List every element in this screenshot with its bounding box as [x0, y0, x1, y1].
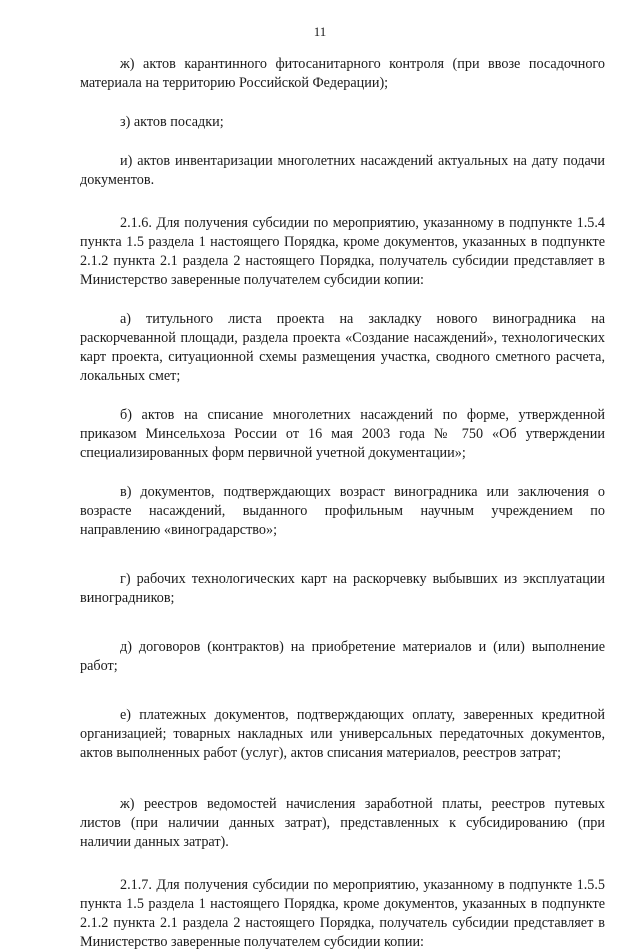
paragraph-zh-payroll: ж) реестров ведомостей начисления заработной платы, реестров путевых листов (при наличии данных затрат), представленных к субсидированию (при наличии данных затрат).: [80, 796, 605, 850]
paragraph-b-write-off-acts: б) актов на списание многолетних насаждений по форме, утвержденной приказом Минсельхоза России от 16 мая 2003 года № 750 «Об утверждении специализированных форм первичной учетной документации»;: [80, 407, 605, 461]
paragraph-v-vineyard-age: в) документов, подтверждающих возраст виноградника или заключения о возрасте насаждений, выданного профильным научным учреждением по направлению «виноградарство»;: [80, 484, 605, 538]
paragraph-e-payment-docs: е) платежных документов, подтверждающих оплату, заверенных кредитной организацией; товарных накладных или универсальных передаточных документов, актов выполненных работ (услуг), актов списания материалов, реестров затрат;: [80, 707, 605, 761]
page-number: 11: [313, 24, 327, 39]
paragraph-a-project-title: а) титульного листа проекта на закладку нового виноградника на раскорчеванной площади, раздела проекта «Создание насаждений», технологических карт проекта, ситуационной схемы размещения участка, сводного сметного расчета, локальных смет;: [80, 311, 605, 384]
paragraph-2-1-7: 2.1.7. Для получения субсидии по мероприятию, указанному в подпункте 1.5.5 пункта 1.5 раздела 1 настоящего Порядка, кроме документов, указанных в подпункте 2.1.2 пункта 2.1 раздела 2 настоящего Порядка, получатель субсидии представляет в Министерство заверенные получателем субсидии копии:: [80, 877, 605, 950]
paragraph-2-1-6: 2.1.6. Для получения субсидии по мероприятию, указанному в подпункте 1.5.4 пункта 1.5 раздела 1 настоящего Порядка, кроме документов, указанных в подпункте 2.1.2 пункта 2.1 раздела 2 настоящего Порядка, получатель субсидии представляет в Министерство заверенные получателем субсидии копии:: [80, 215, 605, 288]
paragraph-g-tech-cards: г) рабочих технологических карт на раскорчевку выбывших из эксплуатации виноградников;: [80, 571, 605, 606]
document-body: [80, 55, 605, 952]
paragraph-zh-quarantine: ж) актов карантинного фитосанитарного контроля (при ввозе посадочного материала на территорию Российской Федерации);: [80, 56, 605, 91]
paragraph-z-planting-acts: з) актов посадки;: [120, 114, 224, 130]
paragraph-i-inventory-acts: и) актов инвентаризации многолетних насаждений актуальных на дату подачи документов.: [80, 153, 605, 188]
paragraph-d-contracts: д) договоров (контрактов) на приобретение материалов и (или) выполнение работ;: [80, 639, 605, 674]
